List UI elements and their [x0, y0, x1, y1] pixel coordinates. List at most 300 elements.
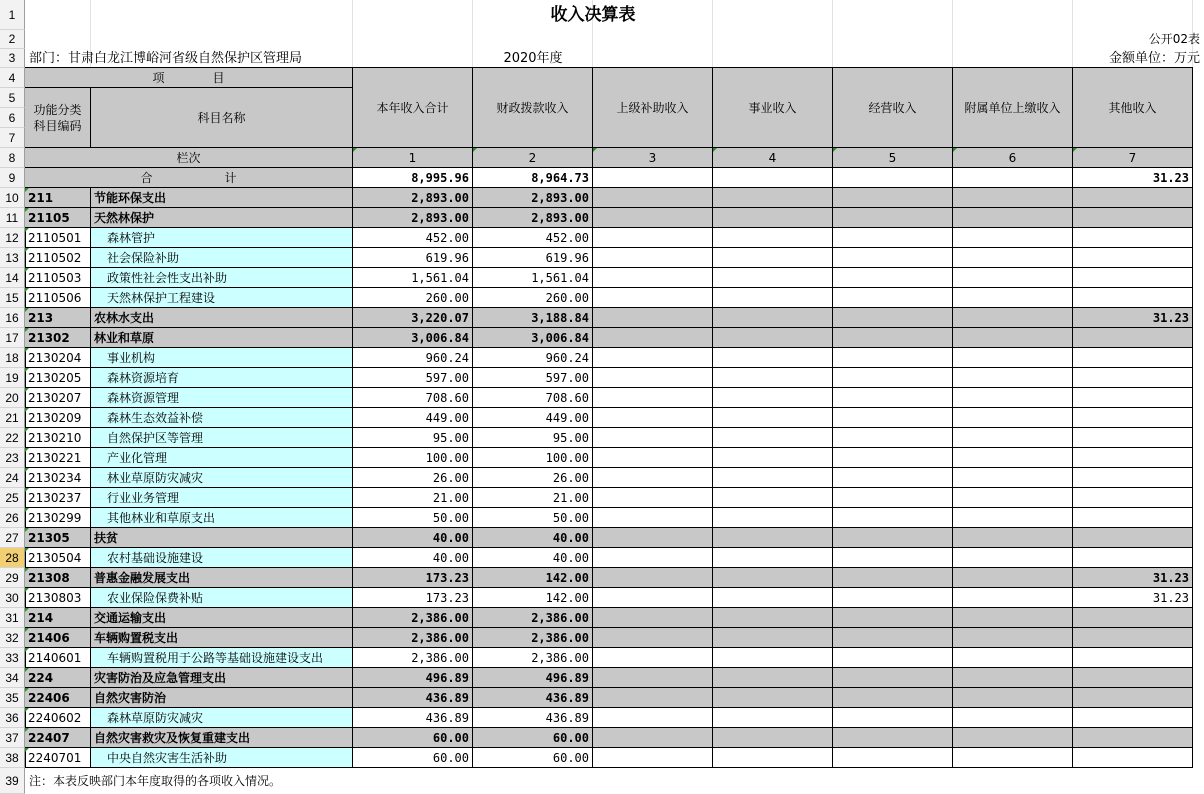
- row-header[interactable]: 37: [0, 728, 25, 748]
- row-value: [833, 188, 953, 208]
- row-value: 50.00: [353, 508, 473, 528]
- row-value: 40.00: [353, 548, 473, 568]
- row-value: 60.00: [473, 728, 593, 748]
- row-value: 21.00: [353, 488, 473, 508]
- row-header[interactable]: 11: [0, 208, 25, 228]
- row-value: 100.00: [473, 448, 593, 468]
- row-value: 2,386.00: [353, 648, 473, 668]
- row-value: [1073, 468, 1193, 488]
- row-header[interactable]: 7: [0, 128, 25, 148]
- row-header[interactable]: 25: [0, 488, 25, 508]
- row-value: [593, 388, 713, 408]
- row-value: [953, 388, 1073, 408]
- row-value: [713, 428, 833, 448]
- row-value: [593, 308, 713, 328]
- row-value: [953, 208, 1073, 228]
- row-value: [593, 648, 713, 668]
- row-value: [713, 568, 833, 588]
- row-value: 3,006.84: [473, 328, 593, 348]
- row-value: 452.00: [473, 228, 593, 248]
- row-header[interactable]: 31: [0, 608, 25, 628]
- row-value: 95.00: [353, 428, 473, 448]
- row-value: 2,386.00: [473, 648, 593, 668]
- row-value: 2,893.00: [353, 188, 473, 208]
- row-value: [593, 508, 713, 528]
- row-value: [713, 748, 833, 768]
- row-name: 自然保护区等管理: [91, 428, 353, 448]
- row-value: 452.00: [353, 228, 473, 248]
- row-value: [833, 428, 953, 448]
- row-value: [953, 628, 1073, 648]
- row-value: [593, 428, 713, 448]
- total-value: [833, 168, 953, 188]
- row-code: 2110501: [25, 228, 91, 248]
- row-value: [713, 228, 833, 248]
- row-code: 2130234: [25, 468, 91, 488]
- row-code: 2140601: [25, 648, 91, 668]
- row-code: 2130204: [25, 348, 91, 368]
- row-value: [713, 528, 833, 548]
- row-value: [833, 248, 953, 268]
- row-value: [593, 608, 713, 628]
- row-header[interactable]: 21: [0, 408, 25, 428]
- row-name: 自然灾害救灾及恢复重建支出: [91, 728, 353, 748]
- row-value: [833, 748, 953, 768]
- header-item: 项 目: [25, 68, 353, 88]
- row-value: [1073, 288, 1193, 308]
- row-header[interactable]: 9: [0, 168, 25, 188]
- row-header[interactable]: 4: [0, 68, 25, 88]
- row-value: [833, 408, 953, 428]
- row-code: 2130209: [25, 408, 91, 428]
- row-value: [1073, 488, 1193, 508]
- row-value: [953, 488, 1073, 508]
- row-value: [1073, 208, 1193, 228]
- row-code: 2110503: [25, 268, 91, 288]
- row-value: [593, 708, 713, 728]
- row-value: 1,561.04: [353, 268, 473, 288]
- header-column: 上级补助收入: [593, 68, 713, 148]
- header-column: 财政拨款收入: [473, 68, 593, 148]
- row-header[interactable]: 24: [0, 468, 25, 488]
- row-header[interactable]: 20: [0, 388, 25, 408]
- row-name: 政策性社会性支出补助: [91, 268, 353, 288]
- row-value: [1073, 188, 1193, 208]
- header-column: 经营收入: [833, 68, 953, 148]
- row-value: [1073, 708, 1193, 728]
- total-value: [593, 168, 713, 188]
- row-value: [953, 308, 1073, 328]
- row-code: 21308: [25, 568, 91, 588]
- row-code: 2110502: [25, 248, 91, 268]
- row-value: 3,006.84: [353, 328, 473, 348]
- row-value: 597.00: [353, 368, 473, 388]
- row-name: 普惠金融发展支出: [91, 568, 353, 588]
- row-value: [833, 348, 953, 368]
- row-code: 22407: [25, 728, 91, 748]
- row-value: [713, 488, 833, 508]
- row-value: [953, 728, 1073, 748]
- row-header[interactable]: 39: [0, 768, 25, 794]
- row-value: 1,561.04: [473, 268, 593, 288]
- row-code: 21406: [25, 628, 91, 648]
- row-value: 173.23: [353, 588, 473, 608]
- header-column: 本年收入合计: [353, 68, 473, 148]
- row-value: 60.00: [353, 748, 473, 768]
- row-value: 2,893.00: [473, 188, 593, 208]
- row-header[interactable]: 1: [0, 0, 25, 30]
- row-value: 449.00: [353, 408, 473, 428]
- row-value: 40.00: [473, 548, 593, 568]
- row-value: [953, 708, 1073, 728]
- row-code: 211: [25, 188, 91, 208]
- row-code: 2130504: [25, 548, 91, 568]
- table-note: 注：本表反映部门本年度取得的各项收入情况。: [29, 774, 282, 788]
- row-header[interactable]: 15: [0, 288, 25, 308]
- row-value: [593, 488, 713, 508]
- row-value: [713, 388, 833, 408]
- row-value: [713, 628, 833, 648]
- row-value: [833, 648, 953, 668]
- unit-label: 金额单位：万元: [1108, 51, 1200, 66]
- row-code: 2130803: [25, 588, 91, 608]
- row-name: 行业业务管理: [91, 488, 353, 508]
- row-header[interactable]: 8: [0, 148, 25, 168]
- row-value: 31.23: [1073, 308, 1193, 328]
- form-number: 公开02表: [1148, 32, 1200, 46]
- row-value: [833, 688, 953, 708]
- header-column: 事业收入: [713, 68, 833, 148]
- row-value: [833, 608, 953, 628]
- row-value: 3,188.84: [473, 308, 593, 328]
- row-value: 40.00: [473, 528, 593, 548]
- header-column: 其他收入: [1073, 68, 1193, 148]
- row-value: [1073, 528, 1193, 548]
- header-code-line1: 功能分类: [33, 102, 82, 117]
- row-code: 2130207: [25, 388, 91, 408]
- row-name: 车辆购置税用于公路等基础设施建设支出: [91, 648, 353, 668]
- row-value: 436.89: [473, 708, 593, 728]
- row-value: [953, 188, 1073, 208]
- row-value: [1073, 408, 1193, 428]
- row-value: [713, 468, 833, 488]
- row-value: 100.00: [353, 448, 473, 468]
- row-header[interactable]: 28: [0, 548, 25, 568]
- row-header[interactable]: 6: [0, 108, 25, 128]
- row-value: 60.00: [353, 728, 473, 748]
- row-value: [953, 588, 1073, 608]
- row-value: 260.00: [473, 288, 593, 308]
- row-code: 21105: [25, 208, 91, 228]
- row-value: 60.00: [473, 748, 593, 768]
- row-value: [1073, 368, 1193, 388]
- row-value: 619.96: [353, 248, 473, 268]
- row-name: 灾害防治及应急管理支出: [91, 668, 353, 688]
- seq-label: 栏次: [25, 148, 353, 168]
- row-value: [593, 348, 713, 368]
- row-value: [713, 688, 833, 708]
- row-value: 26.00: [473, 468, 593, 488]
- row-value: [593, 548, 713, 568]
- row-header[interactable]: 18: [0, 348, 25, 368]
- row-value: 2,386.00: [473, 628, 593, 648]
- seq-number: 1: [353, 148, 473, 168]
- row-value: [833, 548, 953, 568]
- row-code: 2130237: [25, 488, 91, 508]
- seq-number: 2: [473, 148, 593, 168]
- row-header[interactable]: 14: [0, 268, 25, 288]
- row-value: [593, 248, 713, 268]
- row-value: [953, 328, 1073, 348]
- row-value: [713, 608, 833, 628]
- row-value: [593, 408, 713, 428]
- header-name: 科目名称: [91, 88, 353, 148]
- row-value: [713, 728, 833, 748]
- row-value: 2,386.00: [353, 628, 473, 648]
- row-value: 708.60: [353, 388, 473, 408]
- row-value: 40.00: [353, 528, 473, 548]
- row-value: 260.00: [353, 288, 473, 308]
- row-code: 213: [25, 308, 91, 328]
- row-value: [713, 248, 833, 268]
- row-header[interactable]: 16: [0, 308, 25, 328]
- total-value: 8,995.96: [353, 168, 473, 188]
- row-code: 2130299: [25, 508, 91, 528]
- row-header[interactable]: 2: [0, 30, 25, 49]
- row-value: [593, 228, 713, 248]
- header-code-line2: 科目编码: [33, 118, 82, 133]
- row-code: 2130205: [25, 368, 91, 388]
- row-value: [713, 648, 833, 668]
- row-value: [713, 308, 833, 328]
- seq-number: 6: [953, 148, 1073, 168]
- row-value: [593, 688, 713, 708]
- row-value: [713, 268, 833, 288]
- seq-number: 3: [593, 148, 713, 168]
- row-value: [833, 208, 953, 228]
- row-value: 26.00: [353, 468, 473, 488]
- row-name: 林业和草原: [91, 328, 353, 348]
- row-header[interactable]: 33: [0, 648, 25, 668]
- row-header[interactable]: 34: [0, 668, 25, 688]
- row-name: 扶贫: [91, 528, 353, 548]
- row-value: [593, 528, 713, 548]
- row-value: 142.00: [473, 568, 593, 588]
- row-header[interactable]: 23: [0, 448, 25, 468]
- seq-number: 7: [1073, 148, 1193, 168]
- row-header[interactable]: 12: [0, 228, 25, 248]
- row-value: [953, 648, 1073, 668]
- row-name: 农村基础设施建设: [91, 548, 353, 568]
- row-value: [833, 328, 953, 348]
- row-header[interactable]: 32: [0, 628, 25, 648]
- row-header[interactable]: 19: [0, 368, 25, 388]
- row-value: 2,893.00: [353, 208, 473, 228]
- row-header[interactable]: 10: [0, 188, 25, 208]
- row-value: [833, 448, 953, 468]
- row-value: [1073, 448, 1193, 468]
- row-name: 天然林保护: [91, 208, 353, 228]
- row-name: 事业机构: [91, 348, 353, 368]
- row-value: [1073, 248, 1193, 268]
- department-label: 部门：甘肃白龙江博峪河省级自然保护区管理局: [29, 51, 303, 66]
- row-name: 产业化管理: [91, 448, 353, 468]
- row-name: 森林管护: [91, 228, 353, 248]
- row-header[interactable]: 26: [0, 508, 25, 528]
- row-value: [833, 528, 953, 548]
- row-value: [833, 308, 953, 328]
- row-value: 50.00: [473, 508, 593, 528]
- row-value: [1073, 688, 1193, 708]
- row-value: [1073, 508, 1193, 528]
- row-code: 2240701: [25, 748, 91, 768]
- row-value: [1073, 348, 1193, 368]
- row-value: [833, 568, 953, 588]
- total-value: 8,964.73: [473, 168, 593, 188]
- row-value: [593, 288, 713, 308]
- row-value: 31.23: [1073, 588, 1193, 608]
- row-value: [593, 368, 713, 388]
- row-value: [953, 228, 1073, 248]
- row-value: [713, 408, 833, 428]
- row-name: 自然灾害防治: [91, 688, 353, 708]
- row-value: [713, 188, 833, 208]
- row-header[interactable]: 27: [0, 528, 25, 548]
- row-value: [833, 628, 953, 648]
- row-value: [833, 708, 953, 728]
- row-header[interactable]: 22: [0, 428, 25, 448]
- year-label: 2020年度: [503, 51, 563, 66]
- row-value: 960.24: [473, 348, 593, 368]
- row-value: [1073, 228, 1193, 248]
- row-value: 95.00: [473, 428, 593, 448]
- header-code: [25, 88, 91, 148]
- row-value: [953, 288, 1073, 308]
- row-header[interactable]: 29: [0, 568, 25, 588]
- row-name: 天然林保护工程建设: [91, 288, 353, 308]
- row-value: [953, 668, 1073, 688]
- row-header[interactable]: 13: [0, 248, 25, 268]
- row-value: 436.89: [473, 688, 593, 708]
- row-value: [833, 488, 953, 508]
- row-name: 节能环保支出: [91, 188, 353, 208]
- row-value: [593, 668, 713, 688]
- row-value: [1073, 328, 1193, 348]
- row-value: [713, 548, 833, 568]
- row-value: [1073, 388, 1193, 408]
- row-name: 交通运输支出: [91, 608, 353, 628]
- row-value: [953, 528, 1073, 548]
- row-code: 2130221: [25, 448, 91, 468]
- seq-number: 5: [833, 148, 953, 168]
- row-value: [833, 508, 953, 528]
- row-header[interactable]: 5: [0, 88, 25, 108]
- row-value: [593, 628, 713, 648]
- row-value: 173.23: [353, 568, 473, 588]
- row-value: [953, 408, 1073, 428]
- row-value: [713, 208, 833, 228]
- row-name: 农林水支出: [91, 308, 353, 328]
- total-value: [713, 168, 833, 188]
- row-value: [833, 728, 953, 748]
- row-value: [953, 348, 1073, 368]
- row-value: 3,220.07: [353, 308, 473, 328]
- gridline: [952, 0, 953, 68]
- total-label: 合 计: [25, 168, 353, 188]
- row-value: [833, 228, 953, 248]
- row-value: [833, 588, 953, 608]
- row-name: 车辆购置税支出: [91, 628, 353, 648]
- row-name: 其他林业和草原支出: [91, 508, 353, 528]
- row-value: [833, 268, 953, 288]
- row-code: 21305: [25, 528, 91, 548]
- row-value: 619.96: [473, 248, 593, 268]
- row-value: [1073, 748, 1193, 768]
- row-code: 214: [25, 608, 91, 628]
- row-value: [953, 548, 1073, 568]
- row-value: 31.23: [1073, 568, 1193, 588]
- row-value: [833, 668, 953, 688]
- row-value: [713, 588, 833, 608]
- row-value: [833, 468, 953, 488]
- row-value: 960.24: [353, 348, 473, 368]
- row-code: 2110506: [25, 288, 91, 308]
- row-value: [1073, 548, 1193, 568]
- row-value: [1073, 608, 1193, 628]
- row-value: 496.89: [473, 668, 593, 688]
- row-value: 449.00: [473, 408, 593, 428]
- row-value: [713, 368, 833, 388]
- row-value: [593, 588, 713, 608]
- row-value: [593, 568, 713, 588]
- row-header[interactable]: 3: [0, 49, 25, 68]
- row-value: [593, 728, 713, 748]
- row-value: [953, 268, 1073, 288]
- row-value: 21.00: [473, 488, 593, 508]
- row-name: 森林草原防灾减灾: [91, 708, 353, 728]
- row-value: [1073, 268, 1193, 288]
- row-name: 农业保险保费补贴: [91, 588, 353, 608]
- row-value: [953, 688, 1073, 708]
- row-value: [1073, 628, 1193, 648]
- row-code: 21302: [25, 328, 91, 348]
- row-value: [593, 268, 713, 288]
- row-value: [1073, 428, 1193, 448]
- row-header[interactable]: 35: [0, 688, 25, 708]
- row-value: 496.89: [353, 668, 473, 688]
- row-value: [713, 288, 833, 308]
- row-value: 436.89: [353, 708, 473, 728]
- row-name: 社会保险补助: [91, 248, 353, 268]
- row-value: [593, 468, 713, 488]
- row-value: 708.60: [473, 388, 593, 408]
- header-column: 附属单位上缴收入: [953, 68, 1073, 148]
- row-value: [953, 448, 1073, 468]
- row-header[interactable]: 30: [0, 588, 25, 608]
- row-value: [833, 288, 953, 308]
- sheet-title: 收入决算表: [550, 5, 636, 25]
- row-value: [593, 748, 713, 768]
- total-value: [953, 168, 1073, 188]
- row-header[interactable]: 36: [0, 708, 25, 728]
- row-code: 22406: [25, 688, 91, 708]
- row-value: [713, 668, 833, 688]
- row-header[interactable]: 38: [0, 748, 25, 768]
- row-value: [1073, 648, 1193, 668]
- row-code: 2130210: [25, 428, 91, 448]
- row-value: 2,386.00: [353, 608, 473, 628]
- row-header[interactable]: 17: [0, 328, 25, 348]
